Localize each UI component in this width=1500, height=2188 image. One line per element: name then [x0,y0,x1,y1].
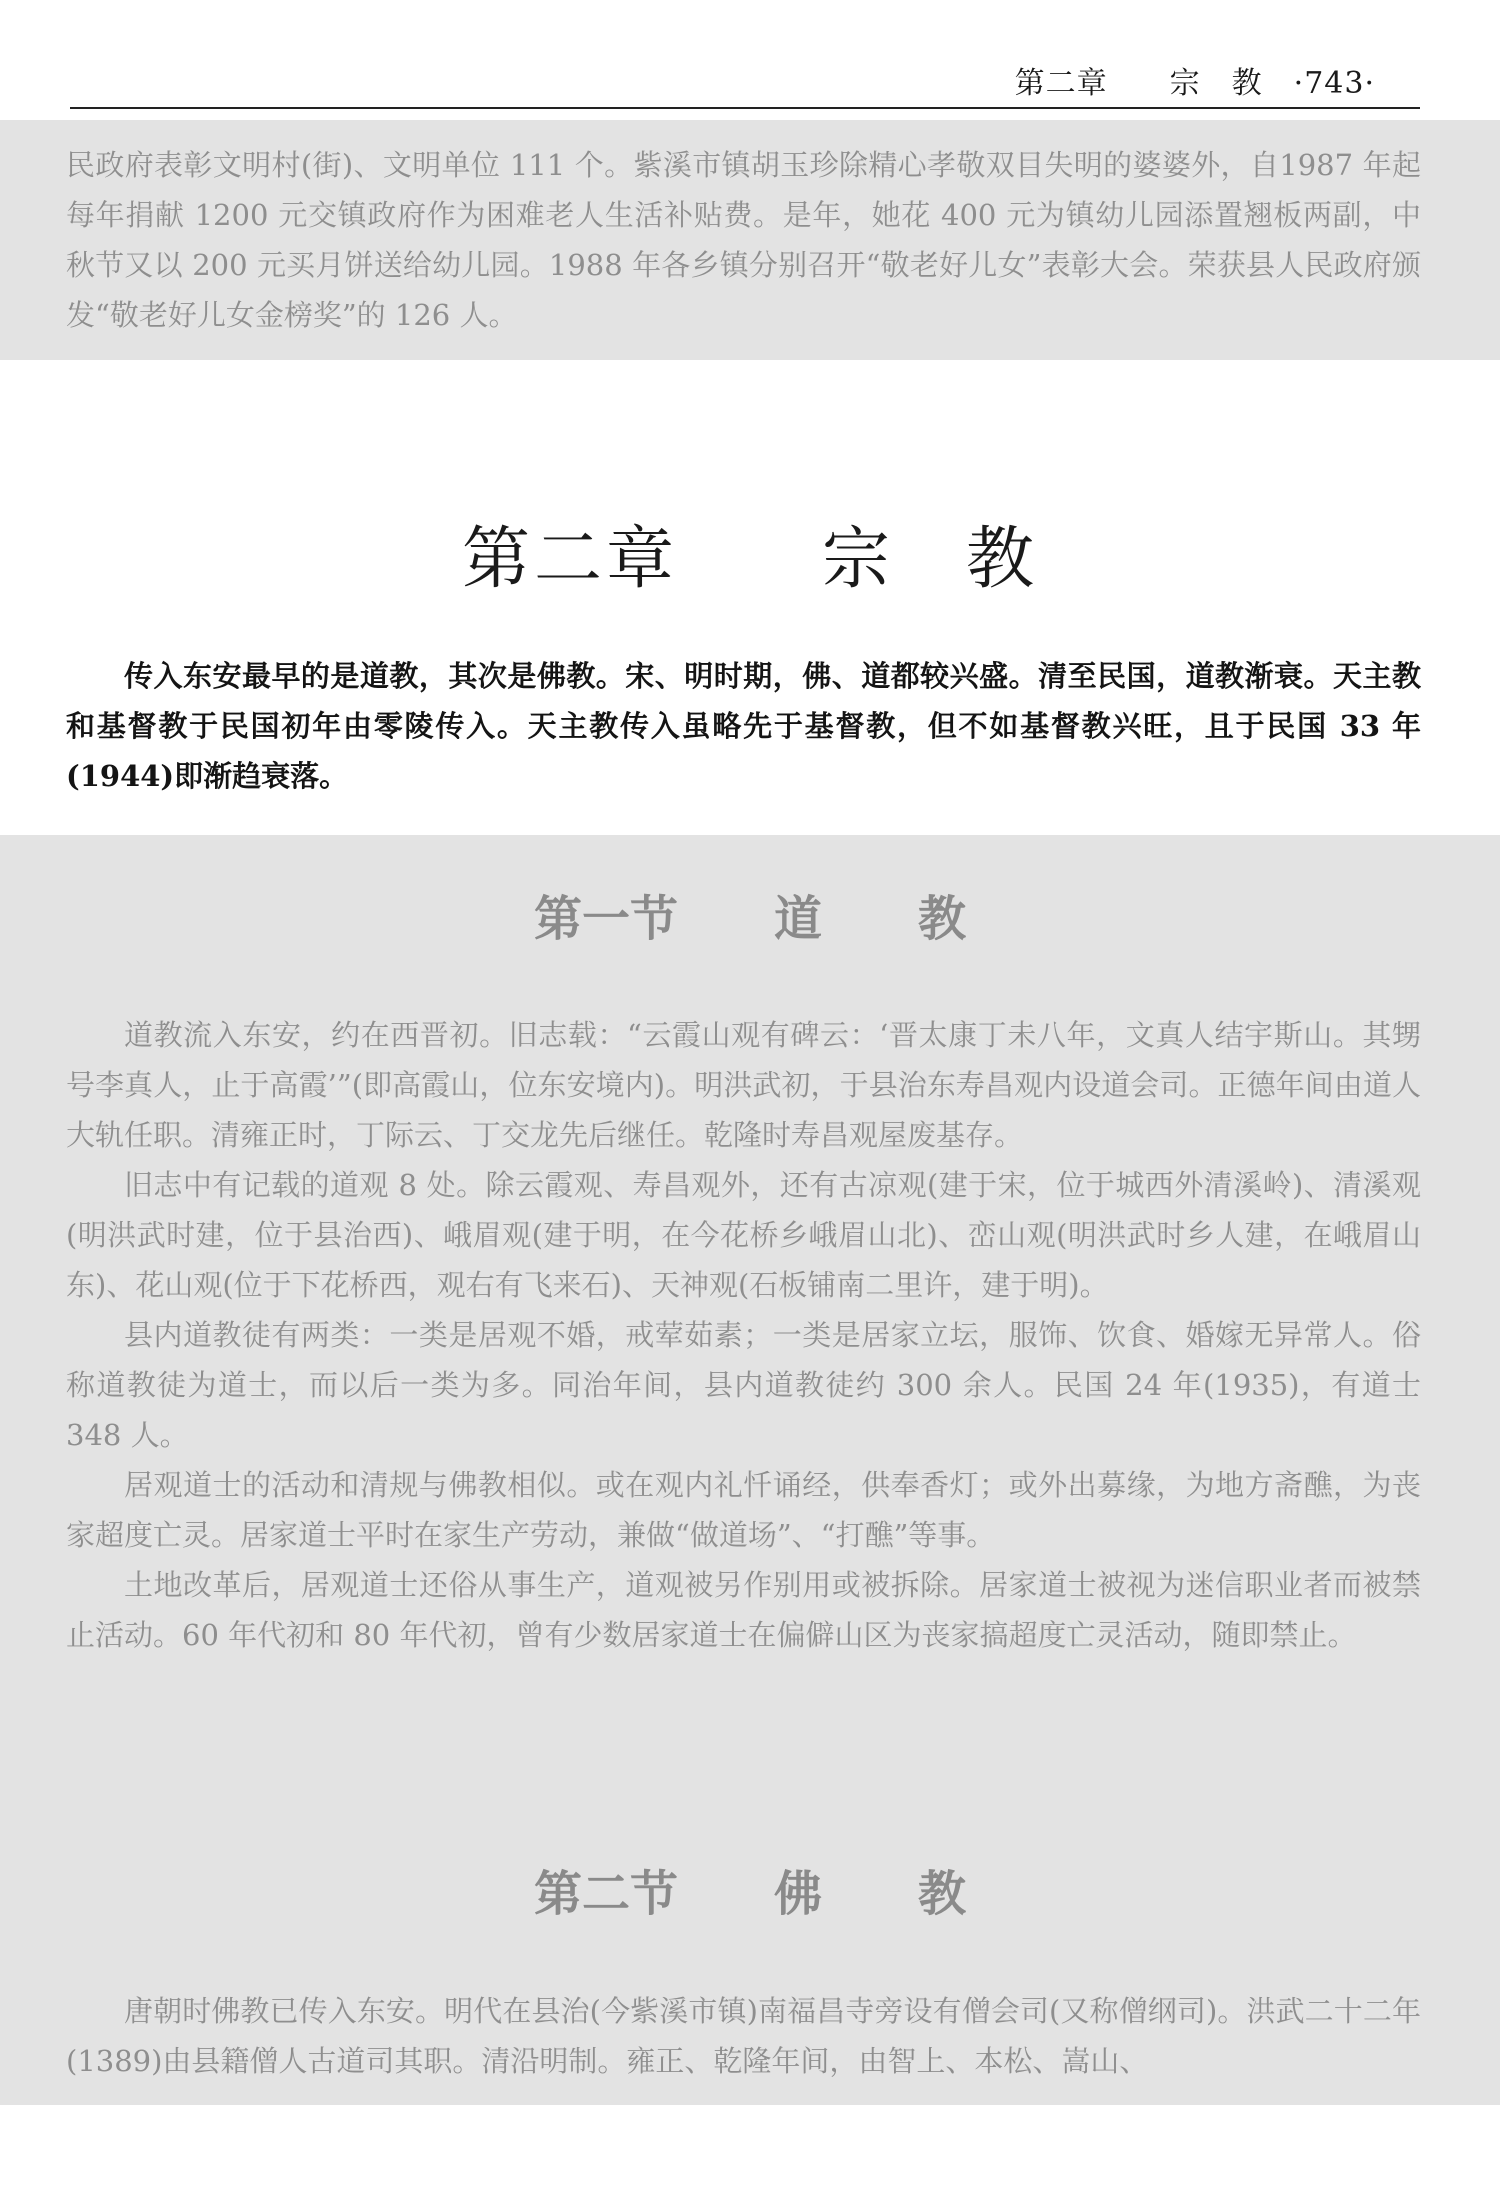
paragraph: 居观道士的活动和清规与佛教相似。或在观内礼忏诵经，供奉香灯；或外出募缘，为地方斋醮，为丧家超度亡灵。居家道士平时在家生产劳动，兼做“做道场”、“打醮”等事。 [66,1468,1421,1552]
page-header [70,52,1420,109]
paragraph: 县内道教徒有两类：一类是居观不婚，戒荤茹素；一类是居家立坛，服饰、饮食、婚嫁无异常人。俗称道教徒为道士，而以后一类为多。同治年间，县内道教徒约 300 余人。民国 24 年(1935)，有道士 348 人。 [66,1318,1421,1452]
section-title-taoism: 第一节 道 教 [533,891,966,947]
section-body-taoism [66,1010,1421,1660]
intro-paragraph: 传入东安最早的是道教，其次是佛教。宋、明时期，佛、道都较兴盛。清至民国，道教渐衰。天主教和基督教于民国初年由零陵传入。天主教传入虽略先于基督教，但不如基督教兴旺，且于民国 33 年(1944)即渐趋衰落。 [66,659,1421,793]
section-body-buddhism [66,1986,1421,2086]
paragraph: 旧志中有记载的道观 8 处。除云霞观、寿昌观外，还有古凉观(建于宋，位于城西外清溪岭)、清溪观(明洪武时建，位于县治西)、峨眉观(建于明，在今花桥乡峨眉山北)、峦山观(明洪武时乡人建，在峨眉山东)、花山观(位于下花桥西，观右有飞来石)、天神观(石板铺南二里许，建于明)。 [66,1168,1421,1302]
fragment-paragraph: 民政府表彰文明村(街)、文明单位 111 个。紫溪市镇胡玉珍除精心孝敬双目失明的婆婆外，自1987 年起每年捐献 1200 元交镇政府作为困难老人生活补贴费。是年，她花 400 元为镇幼儿园添置翘板两副，中秋节又以 200 元买月饼送给幼儿园。1988 年各乡镇分别召开“敬老好儿女”表彰大会。荣获县人民政府颁发“敬老好儿女金榜奖”的 126 人。 [66,148,1421,332]
chapter-intro [66,651,1421,801]
paragraph: 唐朝时佛教已传入东安。明代在县治(今紫溪市镇)南福昌寺旁设有僧会司(又称僧纲司)。洪武二十二年(1389)由县籍僧人古道司其职。清沿明制。雍正、乾隆年间，由智上、本松、嵩山、 [66,1994,1421,2078]
chapter-title: 第二章 宗 教 [461,520,1038,599]
paragraph: 道教流入东安，约在西晋初。旧志载：“云霞山观有碑云：‘晋太康丁未八年，文真人结宇斯山。其甥号李真人，止于高霞’”(即高霞山，位东安境内)。明洪武初，于县治东寿昌观内设道会司。正德年间由道人大轨任职。清雍正时，丁际云、丁交龙先后继任。乾隆时寿昌观屋废基存。 [66,1018,1421,1152]
running-header: 第二章 宗 教 ·743· [1014,66,1375,101]
previous-section-fragment [66,140,1421,340]
paragraph: 土地改革后，居观道士还俗从事生产，道观被另作别用或被拆除。居家道士被视为迷信职业者而被禁止活动。60 年代初和 80 年代初，曾有少数居家道士在偏僻山区为丧家搞超度亡灵活动，随即禁止。 [66,1568,1421,1652]
section-title-buddhism: 第二节 佛 教 [533,1866,966,1922]
